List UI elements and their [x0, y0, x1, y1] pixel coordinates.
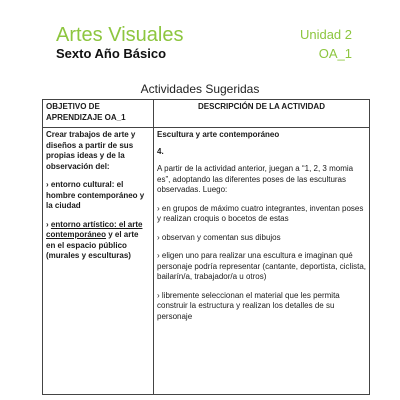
objective-bullet: › entorno cultural: el hombre contemporáneo y la ciudad: [46, 180, 145, 210]
activity-title: Escultura y arte contemporáneo: [157, 130, 280, 139]
column-header-objective: OBJETIVO DE APRENDIZAJE OA_1: [43, 100, 154, 128]
activity-step: › libremente seleccionan el material que les permita construir la estructura y realizan los detalles de su personaje: [157, 290, 340, 321]
objective-code: OA_1: [318, 46, 352, 61]
page-header: [56, 24, 352, 64]
activity-step: › eligen uno para realizar una escultura e imaginan qué personaje podría representar (cantante, deportista, ciclista, bailarín/a, trabajador/a u otros): [157, 251, 367, 281]
unit-label: Unidad 2: [299, 27, 352, 42]
activity-intro: A partir de la actividad anterior, juegan a “1, 2, 3 momia es”, adoptando las diferentes poses de las esculturas observadas. Luego:: [157, 164, 354, 194]
bullet-marker: ›: [46, 219, 51, 229]
objective-intro: Crear trabajos de arte y diseños a partir de sus propias ideas y de la observación del:: [46, 130, 136, 171]
column-header-description: DESCRIPCIÓN DE LA ACTIVIDAD: [154, 100, 370, 128]
table-row: [43, 128, 370, 395]
objective-bullet: [46, 220, 150, 262]
bullet-text: y el arte en el espacio público (murales y esculturas): [46, 230, 139, 260]
subject-title: Artes Visuales: [56, 24, 184, 46]
underlined-text: entorno artístico: el arte contemporáneo: [46, 219, 143, 239]
table-header-row: [43, 100, 370, 128]
activity-number: 4.: [157, 146, 164, 156]
activity-table: [42, 99, 370, 395]
section-heading: Actividades Sugeridas: [140, 82, 260, 96]
objective-cell: [43, 128, 154, 395]
activity-step: › en grupos de máximo cuatro integrantes, inventan poses y realizan croquis o bocetos de estas: [157, 203, 364, 223]
description-cell: [154, 128, 370, 395]
activity-step: › observan y comentan sus dibujos: [157, 232, 281, 242]
grade-subtitle: Sexto Año Básico: [56, 46, 167, 61]
